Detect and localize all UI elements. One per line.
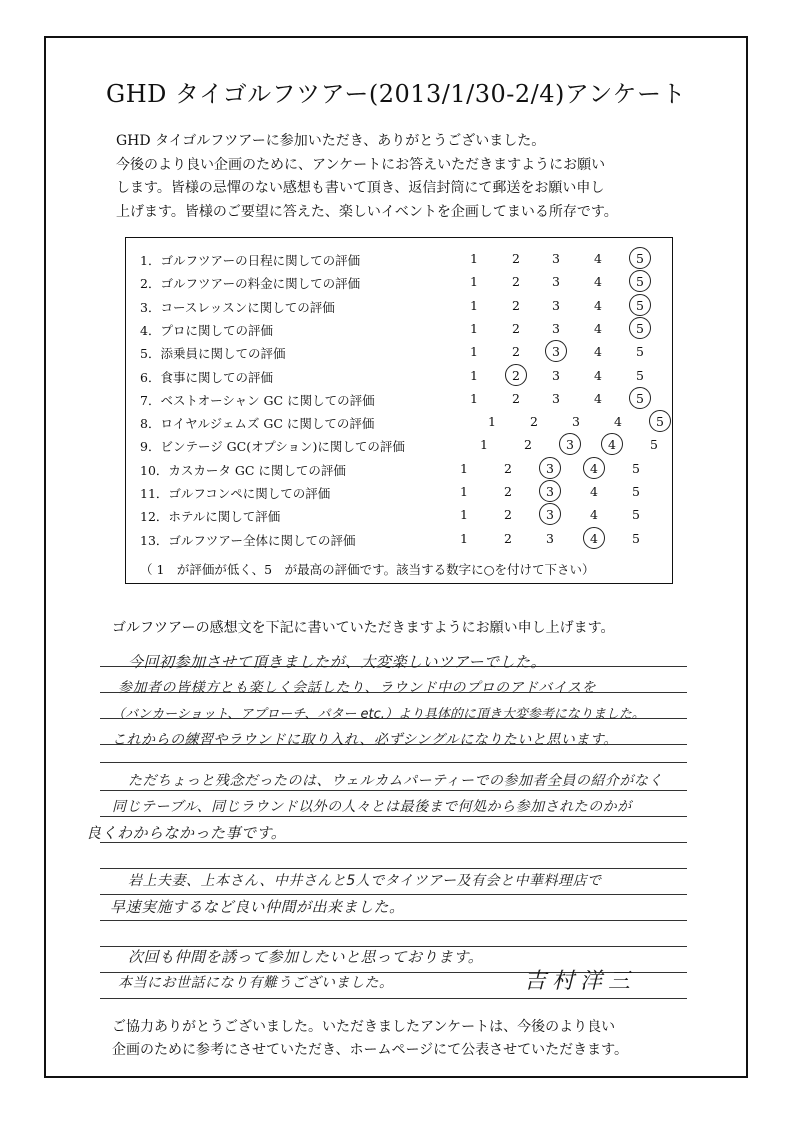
rating-option-2[interactable]: 2	[530, 414, 538, 430]
rating-option-3[interactable]: 3	[540, 484, 560, 499]
handwritten-comment: 次回も仲間を誘って参加したいと思っております。	[128, 948, 484, 966]
rating-option-2[interactable]: 2	[512, 344, 520, 360]
rating-option-2[interactable]: 2	[512, 297, 520, 313]
rating-option-2[interactable]: 2	[504, 460, 512, 476]
comment-request: ゴルフツアーの感想文を下記に書いていただきますようにお願い申し上げます。	[112, 620, 615, 636]
ruled-line	[100, 998, 687, 999]
rating-option-5[interactable]: 5	[636, 367, 644, 383]
rating-label: 2．ゴルフツアーの料金に関しての評価	[140, 276, 361, 292]
rating-option-4[interactable]: 4	[584, 461, 604, 476]
rating-option-2[interactable]: 2	[524, 437, 532, 453]
rating-option-2[interactable]: 2	[512, 274, 520, 290]
rating-option-4[interactable]: 4	[584, 531, 604, 546]
ruled-line	[100, 816, 687, 817]
handwritten-comment: 岩上夫妻、上本さん、中井さんと5人でタイツアー及有会と中華料理店で	[128, 873, 602, 889]
rating-option-1[interactable]: 1	[460, 507, 468, 523]
rating-option-4[interactable]: 4	[594, 297, 602, 313]
rating-option-3[interactable]: 3	[560, 437, 580, 452]
rating-option-4[interactable]: 4	[590, 507, 598, 523]
rating-option-3[interactable]: 3	[540, 507, 560, 522]
rating-option-1[interactable]: 1	[470, 344, 478, 360]
rating-label: 5．添乗員に関しての評価	[140, 346, 286, 362]
rating-option-3[interactable]: 3	[546, 530, 554, 546]
handwritten-comment: 良くわからなかった事です。	[86, 824, 287, 842]
rating-option-5[interactable]: 5	[650, 437, 658, 453]
rating-label: 7．ベストオーシャン GC に関しての評価	[140, 392, 375, 408]
rating-label: 9．ビンテージ GC(オプション)に関しての評価	[140, 439, 405, 455]
rating-option-5[interactable]: 5	[630, 321, 650, 336]
rating-option-1[interactable]: 1	[460, 460, 468, 476]
handwritten-comment: 参加者の皆様方とも楽しく会話したり、ラウンド中のプロのアドバイスを	[118, 680, 597, 696]
handwritten-signature: 吉村洋三	[524, 969, 637, 994]
rating-option-2[interactable]: 2	[506, 368, 526, 383]
rating-option-4[interactable]: 4	[590, 484, 598, 499]
rating-option-5[interactable]: 5	[630, 391, 650, 406]
rating-option-4[interactable]: 4	[594, 320, 602, 336]
rating-option-5[interactable]: 5	[650, 414, 670, 429]
rating-option-3[interactable]: 3	[540, 461, 560, 476]
rating-option-2[interactable]: 2	[504, 530, 512, 546]
rating-option-1[interactable]: 1	[470, 390, 478, 406]
rating-label: 1．ゴルフツアーの日程に関しての評価	[140, 253, 361, 268]
rating-option-3[interactable]: 3	[552, 274, 560, 290]
rating-option-4[interactable]: 4	[594, 274, 602, 290]
rating-option-4[interactable]: 4	[602, 437, 622, 452]
rating-option-4[interactable]: 4	[614, 414, 622, 430]
rating-label: 3．コースレッスンに関しての評価	[140, 299, 335, 315]
handwritten-comment: （バンカーショット、アプローチ、パター etc.）より具体的に頂き大変参考になりました。	[112, 707, 645, 722]
rating-option-4[interactable]: 4	[594, 344, 602, 360]
closing-line: 企画のために参考にさせていただき、ホームページにて公表させていただきます。	[112, 1042, 629, 1058]
rating-label: 12．ホテルに関して評価	[140, 509, 281, 525]
closing-line: ご協力ありがとうございました。いただきましたアンケートは、今後のより良い	[112, 1019, 616, 1035]
rating-option-3[interactable]: 3	[552, 251, 560, 266]
page-title: GHD タイゴルフツアー(2013/1/30-2/4)アンケート	[106, 80, 686, 108]
rating-option-1[interactable]: 1	[470, 367, 478, 383]
ruled-line	[100, 762, 687, 763]
rating-option-2[interactable]: 2	[504, 484, 512, 499]
intro-line: 今後のより良い企画のために、アンケートにお答えいただきますようにお願い	[116, 156, 606, 173]
ruled-line	[100, 920, 687, 921]
rating-option-3[interactable]: 3	[572, 414, 580, 430]
handwritten-comment: 同じテーブル、同じラウンド以外の人々とは最後まで何処から参加されたのかが	[112, 799, 632, 815]
rating-option-1[interactable]: 1	[470, 297, 478, 313]
intro-line: GHD タイゴルフツアーに参加いただき、ありがとうございました。	[116, 133, 546, 149]
rating-option-3[interactable]: 3	[552, 297, 560, 313]
ruled-line	[100, 790, 687, 791]
handwritten-comment: 早速実施するなど良い仲間が出来ました。	[110, 898, 405, 916]
intro-paragraph	[116, 130, 696, 224]
rating-option-5[interactable]: 5	[630, 274, 650, 289]
rating-option-1[interactable]: 1	[460, 530, 468, 546]
rating-label: 10．カスカータ GC に関しての評価	[140, 462, 346, 478]
rating-option-2[interactable]: 2	[512, 251, 520, 266]
rating-option-4[interactable]: 4	[594, 251, 602, 266]
rating-option-5[interactable]: 5	[632, 507, 640, 523]
rating-option-1[interactable]: 1	[470, 274, 478, 290]
handwritten-comment: ただちょっと残念だったのは、ウェルカムパーティーでの参加者全員の紹介がなく	[128, 773, 663, 789]
handwritten-comment: 今回初参加させて頂きましたが、大変楽しいツアーでした。	[128, 653, 547, 671]
rating-option-1[interactable]: 1	[470, 320, 478, 336]
rating-label: 11．ゴルフコンペに関しての評価	[140, 486, 331, 501]
closing-message	[112, 1016, 702, 1062]
rating-option-5[interactable]: 5	[632, 460, 640, 476]
rating-option-5[interactable]: 5	[636, 344, 644, 360]
rating-footnote: （ 1 が評価が低く、5 が最高の評価です。該当する数字に○を付けて下さい）	[140, 562, 595, 577]
rating-option-5[interactable]: 5	[630, 251, 650, 266]
rating-option-5[interactable]: 5	[630, 298, 650, 313]
rating-label: 8．ロイヤルジェムズ GC に関しての評価	[140, 416, 375, 432]
ruled-line	[100, 894, 687, 895]
rating-option-3[interactable]: 3	[552, 320, 560, 336]
rating-option-2[interactable]: 2	[512, 320, 520, 336]
rating-label: 13．ゴルフツアー全体に関しての評価	[140, 532, 356, 548]
intro-line: 上げます。皆様のご要望に答えた、楽しいイベントを企画してまいる所存です。	[116, 203, 618, 220]
handwritten-comment: 本当にお世話になり有難うございました。	[118, 975, 394, 991]
rating-option-5[interactable]: 5	[632, 530, 640, 546]
rating-option-3[interactable]: 3	[552, 367, 560, 383]
rating-option-1[interactable]: 1	[470, 251, 478, 266]
rating-label: 4．プロに関しての評価	[140, 322, 273, 338]
ruled-line	[100, 868, 687, 869]
rating-option-3[interactable]: 3	[546, 344, 566, 359]
rating-option-1[interactable]: 1	[460, 484, 468, 499]
rating-option-4[interactable]: 4	[594, 390, 602, 406]
rating-option-4[interactable]: 4	[594, 367, 602, 383]
rating-option-2[interactable]: 2	[504, 507, 512, 523]
rating-option-1[interactable]: 1	[488, 414, 496, 430]
rating-option-5[interactable]: 5	[632, 484, 640, 499]
intro-line: します。皆様の忌憚のない感想も書いて頂き、返信封筒にて郵送をお願い申し	[116, 180, 605, 196]
rating-option-3[interactable]: 3	[552, 390, 560, 406]
rating-label: 6．食事に関しての評価	[140, 369, 273, 385]
rating-option-1[interactable]: 1	[480, 437, 488, 453]
handwritten-comment: これからの練習やラウンドに取り入れ、必ずシングルになりたいと思います。	[112, 732, 618, 748]
rating-option-2[interactable]: 2	[512, 390, 520, 406]
